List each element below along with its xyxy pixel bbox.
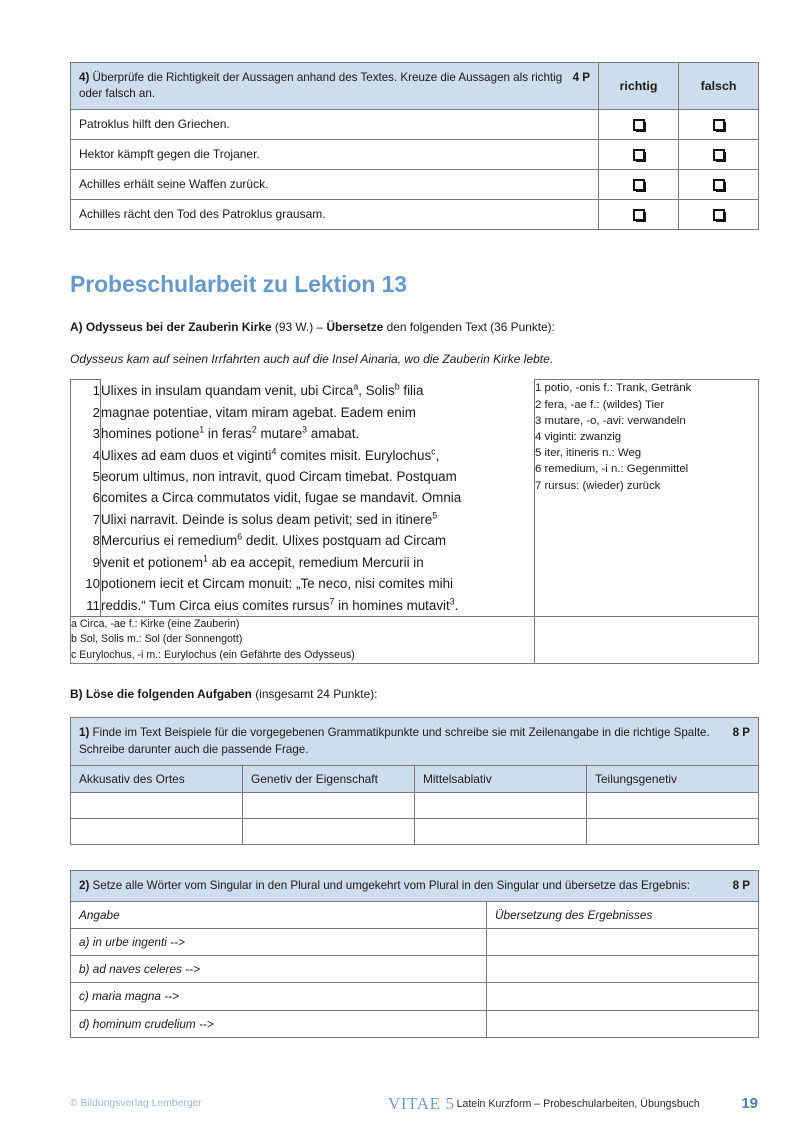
section-a-tail: den folgenden Text (36 Punkte): (386, 320, 555, 335)
latin-line-number: 8 (71, 530, 101, 551)
section-b-title: Löse die folgenden Aufgaben (85, 687, 252, 702)
column-header: Genetiv der Eigenschaft (243, 765, 415, 792)
vocabulary-item: 7 rursus: (wieder) zurück (535, 479, 661, 492)
statement-text: Achilles rächt den Tod des Patroklus grausam. (71, 199, 599, 229)
section-b-label: B) (70, 687, 83, 702)
latin-line-text: magnae potentiae, vitam miram agebat. Eadem enim (101, 402, 535, 423)
section-b-tail: (insgesamt 24 Punkte): (255, 687, 378, 702)
answer-cell[interactable] (487, 983, 759, 1010)
checkbox-icon[interactable] (713, 149, 725, 161)
table-row (71, 765, 759, 792)
exercise-b1-prompt-cell (71, 718, 759, 766)
section-b-line (70, 686, 758, 702)
latin-line-text: venit et potionem$^1$ ab ea accepit, remedium Mercurii in (101, 552, 535, 573)
latin-line-number: 2 (71, 402, 101, 423)
latin-text-table (70, 379, 759, 664)
page-title-wrap (70, 272, 758, 297)
table-row (71, 63, 759, 110)
checkbox-cell-falsch[interactable] (679, 169, 759, 199)
exercise-b1-points: 8 P (732, 726, 751, 740)
vocabulary-item: 2 fera, -ae f.: (wildes) Tier (535, 398, 665, 411)
section-a-line (70, 319, 758, 335)
exercise-b1-number: 1) (79, 726, 90, 740)
section-a-title: Odysseus bei der Zauberin Kirke (85, 320, 272, 335)
table-row (71, 983, 759, 1010)
answer-cell[interactable] (243, 819, 415, 845)
table-row (71, 169, 759, 199)
table-row (71, 109, 759, 139)
word-item: c) maria magna --> (71, 983, 487, 1010)
exercise-4-prompt-cell (71, 63, 599, 110)
section-a-label: A) (70, 320, 83, 335)
column-header-angabe: Angabe (71, 901, 487, 928)
table-row-notes (71, 616, 759, 663)
latin-line-number: 10 (71, 573, 101, 594)
checkbox-icon[interactable] (633, 179, 645, 191)
checkbox-icon[interactable] (713, 119, 725, 131)
page-title: Probeschularbeit zu Lektion 13 (70, 270, 407, 297)
section-a-intro: Odysseus kam auf seinen Irrfahrten auch auf die Insel Ainaria, wo die Zauberin Kirke lebte. (70, 352, 554, 367)
table-row (71, 1010, 759, 1037)
column-header-richtig: richtig (599, 63, 679, 110)
column-header-falsch: falsch (679, 63, 759, 110)
exercise-b2-prompt-text: Setze alle Wörter vom Singular in den Plural und umgekehrt vom Plural in den Singular und übersetze das Ergebnis: (92, 879, 690, 893)
page-content (70, 62, 758, 1038)
answer-cell[interactable] (415, 793, 587, 819)
latin-line-number: 9 (71, 552, 101, 573)
answer-cell[interactable] (487, 1010, 759, 1037)
word-item: a) in urbe ingenti --> (71, 929, 487, 956)
answer-cell[interactable] (487, 929, 759, 956)
table-row (71, 718, 759, 766)
exercise-4-points: 4 P (572, 71, 590, 84)
latin-line-text: reddis.“ Tum Circa eius comites rursus$^7$ in homines mutavit$^3$. (101, 595, 535, 617)
vocabulary-cell (535, 380, 759, 616)
answer-row[interactable] (71, 793, 759, 819)
latin-line-number: 3 (71, 423, 101, 444)
column-header-uebersetzung: Übersetzung des Ergebnisses (487, 901, 759, 928)
answer-cell[interactable] (587, 793, 759, 819)
checkbox-icon[interactable] (633, 209, 645, 221)
answer-cell[interactable] (587, 819, 759, 845)
page-footer (70, 1094, 758, 1118)
checkbox-cell-richtig[interactable] (599, 199, 679, 229)
answer-cell[interactable] (71, 793, 243, 819)
latin-line-number: 7 (71, 509, 101, 530)
checkbox-cell-falsch[interactable] (679, 109, 759, 139)
latin-note: a Circa, -ae f.: Kirke (eine Zauberin) (71, 617, 240, 630)
statement-text: Achilles erhält seine Waffen zurück. (71, 169, 599, 199)
latin-line-text: Ulixes ad eam duos et viginti$^4$ comites misit. Eurylochus$^c$, (101, 445, 535, 466)
latin-line-number: 11 (71, 595, 101, 617)
checkbox-cell-richtig[interactable] (599, 109, 679, 139)
vocabulary-item: 1 potio, -onis f.: Trank, Getränk (535, 382, 692, 395)
section-a-words: (93 W.) – (274, 320, 324, 335)
statement-text: Patroklus hilft den Griechen. (71, 109, 599, 139)
latin-line-row (71, 380, 759, 402)
latin-line-text: Ulixes in insulam quandam venit, ubi Circa$^a$, Solis$^b$ filia (101, 380, 535, 402)
latin-line-text: Ulixi narravit. Deinde is solus deam petivit; sed in itinere$^5$ (101, 509, 535, 530)
column-header: Teilungsgenetiv (587, 765, 759, 792)
word-item: d) hominum crudelium --> (71, 1010, 487, 1037)
answer-row[interactable] (71, 819, 759, 845)
table-row (71, 139, 759, 169)
latin-line-text: potionem iecit et Circam monuit: „Te neco, nisi comites mihi (101, 573, 535, 594)
exercise-b2-table (70, 870, 759, 1038)
latin-line-number: 5 (71, 466, 101, 487)
latin-line-text: eorum ultimus, non intravit, quod Circam timebat. Postquam (101, 466, 535, 487)
vocabulary-item: 4 viginti: zwanzig (535, 431, 622, 444)
latin-note: b Sol, Solis m.: Sol (der Sonnengott) (71, 633, 243, 646)
table-row (71, 199, 759, 229)
section-a-verb: Übersetze (326, 320, 384, 335)
checkbox-icon[interactable] (633, 119, 645, 131)
checkbox-cell-falsch[interactable] (679, 199, 759, 229)
checkbox-icon[interactable] (633, 149, 645, 161)
checkbox-icon[interactable] (713, 209, 725, 221)
exercise-4-number: 4) (79, 71, 90, 84)
exercise-b1-table (70, 717, 759, 845)
column-header: Mittelsablativ (415, 765, 587, 792)
exercise-4-table (70, 62, 759, 230)
exercise-b2-number: 2) (79, 879, 90, 893)
answer-cell[interactable] (243, 793, 415, 819)
answer-cell[interactable] (487, 956, 759, 983)
latin-notes-cell (71, 616, 535, 663)
answer-cell[interactable] (71, 819, 243, 845)
exercise-b1-prompt-text: Finde im Text Beispiele für die vorgegebenen Grammatikpunkte und schreibe sie mit Zeilenangabe in die richtige Spalte. Schreibe darunter auch die passende Frage. (79, 726, 710, 756)
latin-line-number: 1 (71, 380, 101, 402)
checkbox-cell-falsch[interactable] (679, 139, 759, 169)
latin-notes-empty-cell (535, 616, 759, 663)
latin-line-number: 6 (71, 487, 101, 508)
checkbox-cell-richtig[interactable] (599, 169, 679, 199)
column-header: Akkusativ des Ortes (71, 765, 243, 792)
footer-copyright: © Bildungsverlag Lemberger (70, 1098, 202, 1109)
footer-page-number: 19 (741, 1095, 758, 1112)
footer-brand-block (388, 1094, 700, 1114)
vocabulary-item: 3 mutare, -o, -avi: verwandeln (535, 414, 686, 427)
latin-line-number: 4 (71, 445, 101, 466)
word-item: b) ad naves celeres --> (71, 956, 487, 983)
table-row (71, 871, 759, 902)
statement-text: Hektor kämpft gegen die Trojaner. (71, 139, 599, 169)
footer-brand: VITAE 5 (388, 1094, 455, 1113)
table-row (71, 956, 759, 983)
checkbox-cell-richtig[interactable] (599, 139, 679, 169)
table-row (71, 901, 759, 928)
exercise-b2-points: 8 P (732, 879, 751, 893)
checkbox-icon[interactable] (713, 179, 725, 191)
latin-line-text: Mercurius ei remedium$^6$ dedit. Ulixes postquam ad Circam (101, 530, 535, 551)
vocabulary-item: 6 remedium, -i n.: Gegenmittel (535, 463, 689, 476)
exercise-b2-prompt-cell (71, 871, 759, 902)
latin-line-text: comites a Circa commutatos vidit, fugae se mandavit. Omnia (101, 487, 535, 508)
table-row (71, 929, 759, 956)
exercise-4-prompt-text: Überprüfe die Richtigkeit der Aussagen anhand des Textes. Kreuze die Aussagen als richtig oder falsch an. (79, 71, 563, 101)
latin-note: c Eurylochus, -i m.: Eurylochus (ein Gefährte des Odysseus) (71, 648, 355, 661)
latin-line-text: homines potione$^1$ in feras$^2$ mutare$^3$ amabat. (101, 423, 535, 444)
answer-cell[interactable] (415, 819, 587, 845)
vocabulary-item: 5 iter, itineris n.: Weg (535, 447, 642, 460)
footer-brand-subtitle: Latein Kurzform – Probeschularbeiten, Übungsbuch (456, 1098, 700, 1110)
